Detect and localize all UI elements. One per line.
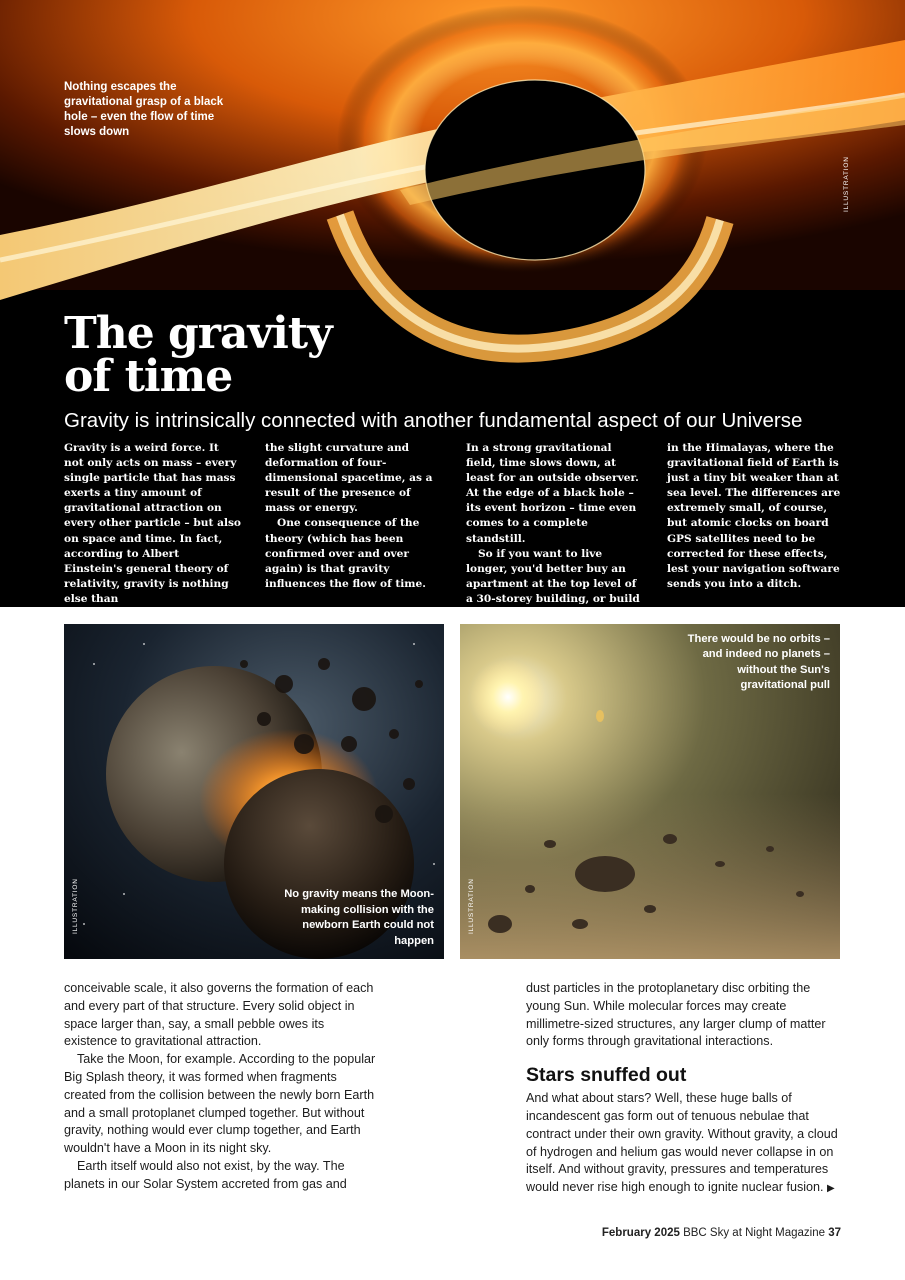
- title-line-1: The gravity: [64, 308, 332, 359]
- disc-caption: There would be no orbits – and indeed no planets – without the Sun's gravitational pull: [687, 633, 830, 692]
- body-paragraph-text: And what about stars? Well, these huge balls of incandescent gas form out of tenuous nebulae that contract under their own gravity. Without gravity, a cloud of hydrogen and helium gas would never collapse in on itself. And without gravity, pressures and temperatures would never rise high enough to ignite nuclear fusion.: [526, 1091, 838, 1195]
- hero-paragraph: One consequence of the theory (which has been confirmed over and over again) is that gravity influences the flow of time.: [265, 517, 426, 590]
- magazine-name: BBC Sky at Night Magazine: [683, 1227, 825, 1239]
- page-number: 37: [828, 1227, 841, 1239]
- hero-column-4: [667, 441, 844, 622]
- hero-section: [0, 0, 905, 621]
- end-mark-icon: ▶: [827, 1183, 835, 1195]
- hero-column-3: [466, 441, 643, 622]
- body-paragraph: Earth itself would also not exist, by the way. The planets in our Solar System accreted from gas and: [64, 1158, 347, 1191]
- body-paragraph: [526, 1090, 840, 1198]
- hero-paragraph: Gravity is a weird force. It not only acts on mass – every single particle that has mass exerts a tiny amount of gravitational attraction on every other particle – but also on space and time. In fact, according to Albert Einstein's general theory of relativity, gravity is nothing else than: [64, 442, 242, 605]
- title-line-2: of time: [64, 351, 233, 402]
- standfirst: Gravity is intrinsically connected with another fundamental aspect of our Universe: [64, 409, 803, 432]
- protoplanetary-disc-image: [460, 624, 840, 959]
- hero-paragraph: in the Himalayas, where the gravitational field of Earth is just a tiny bit weaker than at sea level. The differences are extremely small, of course, but atomic clocks on board GPS satellites need to be corrected for these effects, lest your navigation software sends you into a ditch.: [667, 442, 841, 590]
- page-title: [64, 308, 424, 402]
- page-footer: [602, 1227, 841, 1239]
- hero-paragraph: So if you want to live longer, you'd better buy an apartment at the top level of a 30-storey building, or build your house: [466, 547, 640, 621]
- hero-illustration-credit: ILLUSTRATION: [843, 156, 850, 212]
- issue-date: February 2025: [601, 1227, 680, 1239]
- hero-caption: Nothing escapes the gravitational grasp of a black hole – even the flow of time slows down: [64, 81, 224, 138]
- hero-column-1: [64, 441, 241, 622]
- body-paragraph: dust particles in the protoplanetary disc orbiting the young Sun. While molecular forces may create millimetre-sized structures, any larger clump of matter only forms through gravitational interactions.: [526, 981, 826, 1049]
- body-paragraph: Take the Moon, for example. According to the popular Big Splash theory, it was formed when fragments created from the collision between the newly born Earth and a small protoplanet clumped together. But without gravity, nothing would ever clump together, and Earth wouldn't have a Moon in its night sky.: [64, 1052, 376, 1156]
- moon-collision-caption: No gravity means the Moon-making collision with the newborn Earth could not happen: [284, 888, 434, 947]
- body-paragraph: conceivable scale, it also governs the formation of each and every part of that structure. Every solid object in space larger than, say, a small pebble owes its existence to gravitational attraction.: [64, 981, 374, 1049]
- body-column-right: [526, 980, 840, 1198]
- body-column-left: [64, 980, 376, 1194]
- hero-column-2: [265, 441, 442, 622]
- left-image-credit: ILLUSTRATION: [72, 878, 79, 934]
- hero-paragraph: the slight curvature and deformation of four-dimensional spacetime, as a result of the presence of mass or energy.: [265, 442, 433, 515]
- section-subheading: Stars snuffed out: [526, 1064, 687, 1087]
- moon-collision-image: [64, 624, 444, 959]
- hero-paragraph: In a strong gravitational field, time slows down, at least for an outside observer. At the edge of a black hole – its event horizon – time even comes to a complete standstill.: [466, 442, 639, 545]
- right-image-credit: ILLUSTRATION: [468, 878, 475, 934]
- hero-text-columns: [64, 441, 844, 622]
